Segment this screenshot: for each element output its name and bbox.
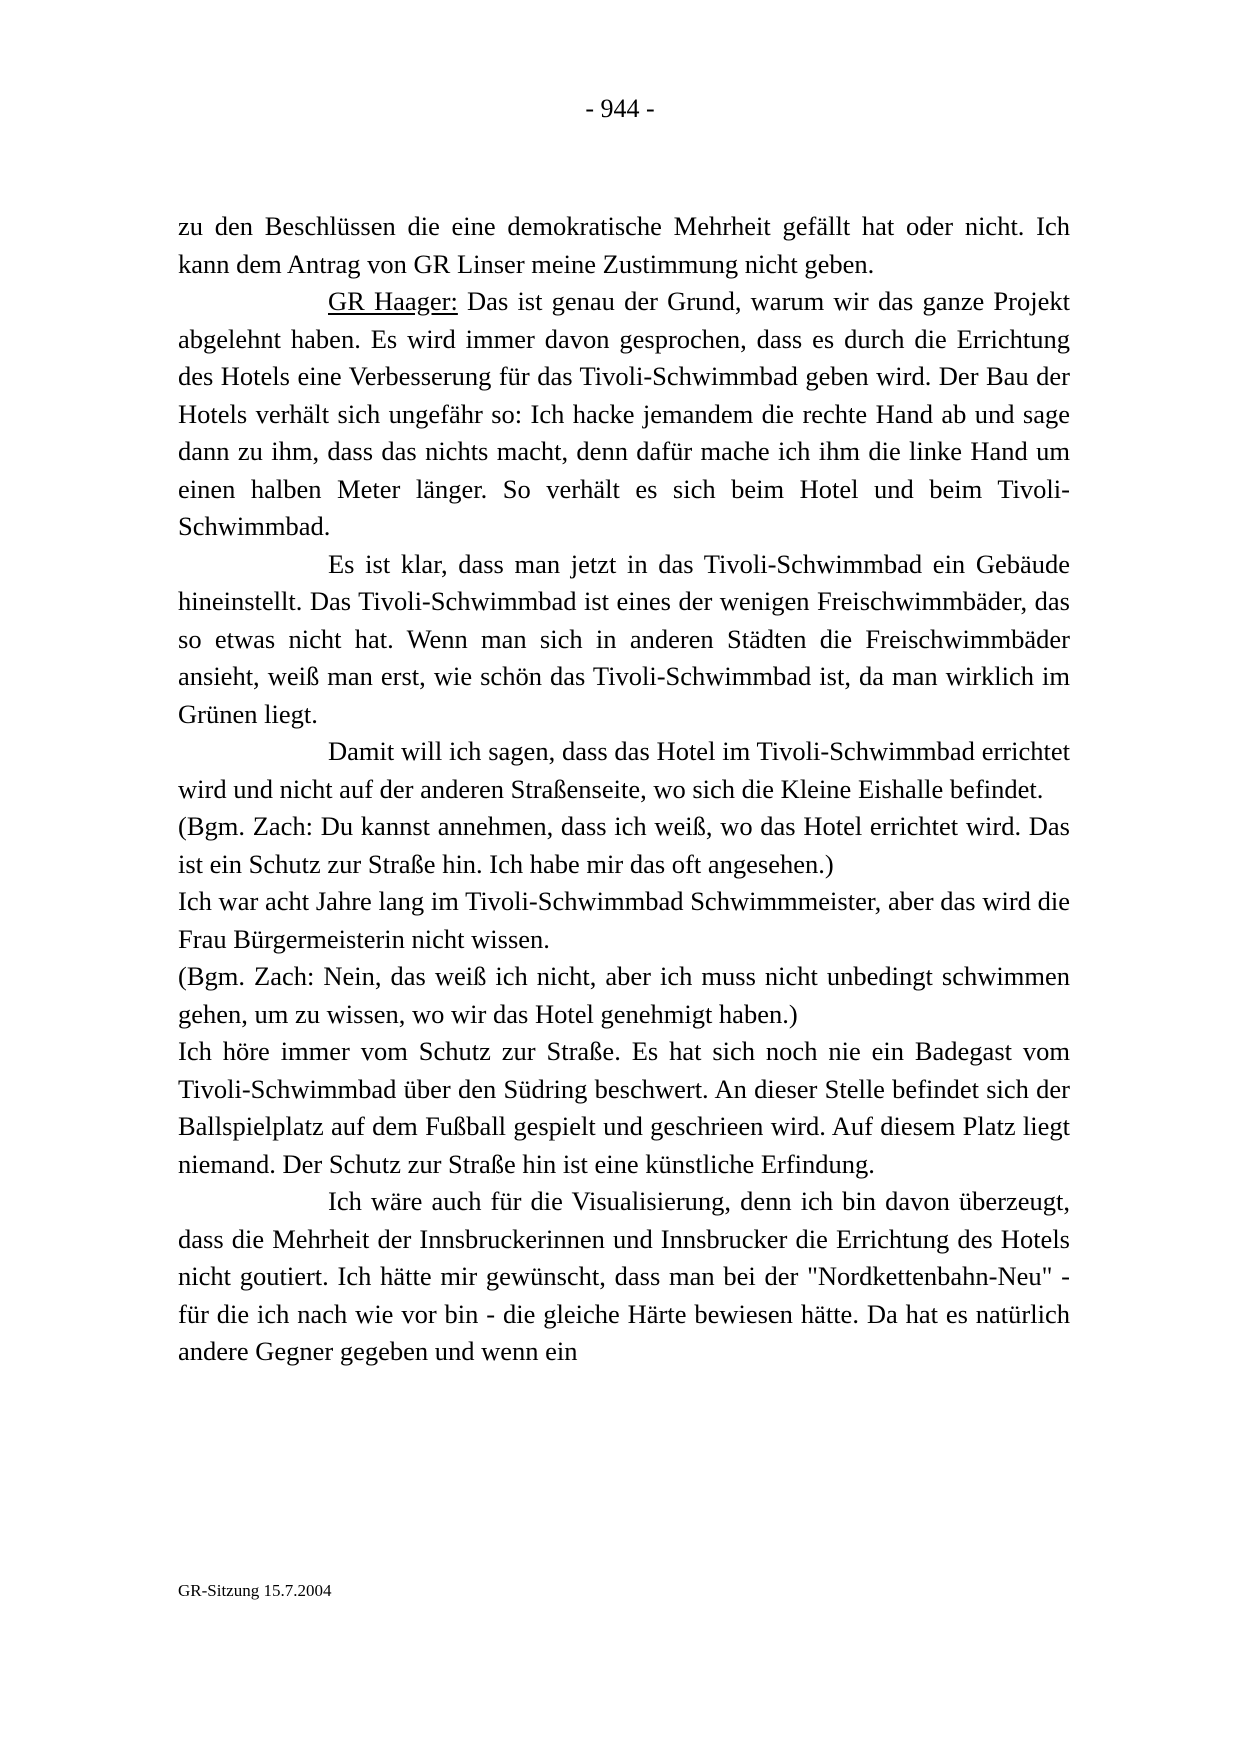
interjection: (Bgm. Zach: Du kannst annehmen, dass ich weiß, wo das Hotel errichtet wird. Das ist ein Schutz zur Straße hin. Ich habe mir das oft angesehen.) xyxy=(178,811,1070,879)
footer-session: GR-Sitzung 15.7.2004 xyxy=(178,1581,332,1600)
speaker-name: GR Haager: xyxy=(328,286,458,316)
document-body xyxy=(178,208,1070,1371)
paragraph: Ich war acht Jahre lang im Tivoli-Schwimmbad Schwimmmeister, aber das wird die Frau Bürgermeisterin nicht wissen. xyxy=(178,886,1070,954)
paragraph-continuation: zu den Beschlüssen die eine demokratische Mehrheit gefällt hat oder nicht. Ich kann dem Antrag von GR Linser meine Zustimmung nicht geben. xyxy=(178,211,1070,279)
interjection: (Bgm. Zach: Nein, das weiß ich nicht, aber ich muss nicht unbedingt schwimmen gehen, um zu wissen, wo wir das Hotel genehmigt haben.) xyxy=(178,961,1070,1029)
page-number: - 944 - xyxy=(585,94,655,123)
paragraph: Ich wäre auch für die Visualisierung, denn ich bin davon überzeugt, dass die Mehrheit der Innsbruckerinnen und Innsbrucker die Errichtung des Hotels nicht goutiert. Ich hätte mir gewünscht, dass man bei der "Nordkettenbahn-Neu" - für die ich nach wie vor bin - die gleiche Härte bewiesen hätte. Da hat es natürlich andere Gegner gegeben und wenn ein xyxy=(178,1186,1070,1366)
paragraph-gr-haager xyxy=(178,283,1070,546)
paragraph: Ich höre immer vom Schutz zur Straße. Es hat sich noch nie ein Badegast vom Tivoli-Schwimmbad über den Südring beschwert. An dieser Stelle befindet sich der Ballspielplatz auf dem Fußball gespielt und geschrieen wird. Auf diesem Platz liegt niemand. Der Schutz zur Straße hin ist eine künstliche Erfindung. xyxy=(178,1036,1070,1179)
paragraph-text: Das ist genau der Grund, warum wir das ganze Projekt abgelehnt haben. Es wird immer davon gesprochen, dass es durch die Errichtung des Hotels eine Verbesserung für das Tivoli-Schwimmbad geben wird. Der Bau der Hotels verhält sich ungefähr so: Ich hacke jemandem die rechte Hand ab und sage dann zu ihm, dass das nichts macht, denn dafür mache ich ihm die linke Hand um einen halben Meter länger. So verhält es sich beim Hotel und beim Tivoli-Schwimmbad. xyxy=(178,286,1070,541)
paragraph: Es ist klar, dass man jetzt in das Tivoli-Schwimmbad ein Gebäude hineinstellt. Das Tivoli-Schwimmbad ist eines der wenigen Freischwimmbäder, das so etwas nicht hat. Wenn man sich in anderen Städten die Freischwimmbäder ansieht, weiß man erst, wie schön das Tivoli-Schwimmbad ist, da man wirklich im Grünen liegt. xyxy=(178,548,1070,729)
paragraph: Damit will ich sagen, dass das Hotel im Tivoli-Schwimmbad errichtet wird und nicht auf der anderen Straßenseite, wo sich die Kleine Eishalle befindet. xyxy=(178,736,1070,804)
